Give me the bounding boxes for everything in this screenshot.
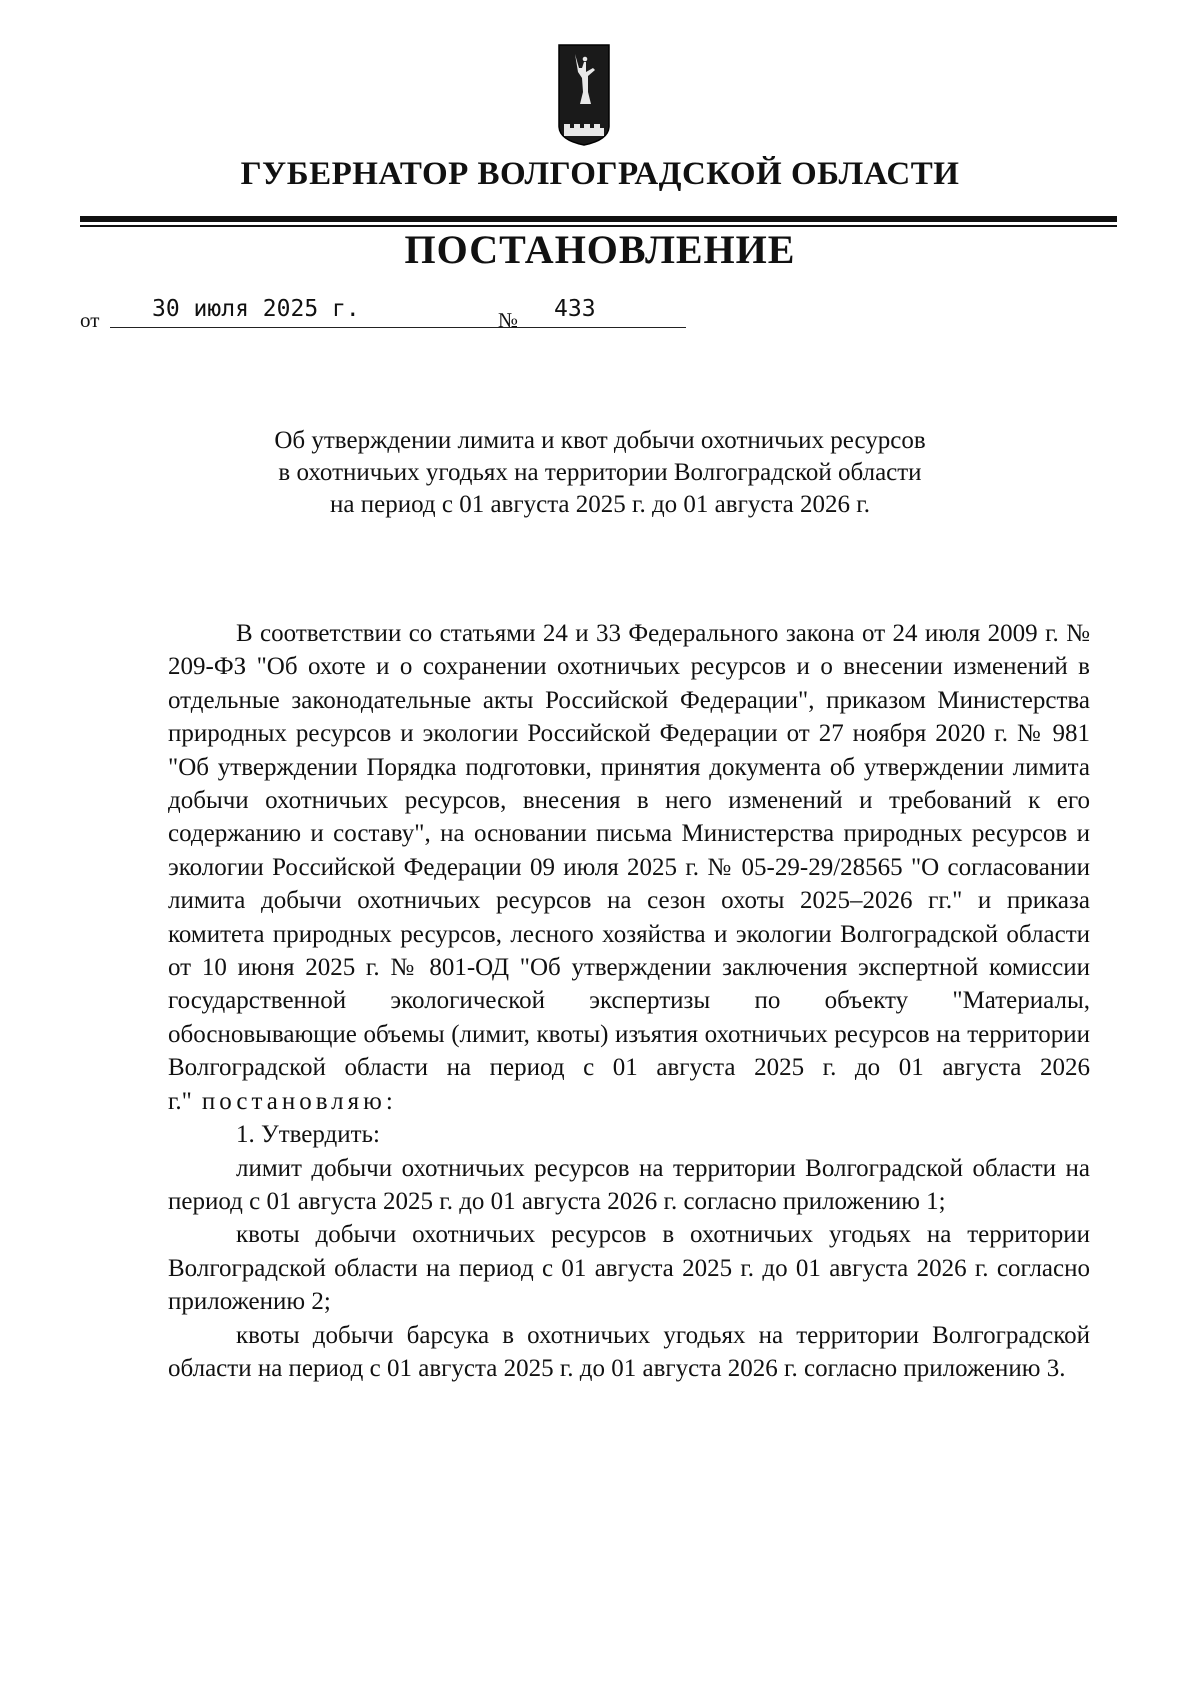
volgograd-coat-of-arms-icon (558, 44, 610, 146)
item-1b: квоты добычи охотничьих ресурсов в охотничьих угодьях на территории Волгоградской области на период с 01 августа 2025 г. до 01 августа 2026 г. согласно приложению 2; (168, 1221, 1090, 1316)
document-date: 30 июля 2025 г. (110, 296, 566, 328)
item-1: 1. Утвердить: (236, 1121, 380, 1149)
preamble-paragraph (168, 617, 1090, 1118)
subject-line: на период с 01 августа 2025 г. до 01 августа 2026 г. (330, 491, 870, 518)
subject-line: в охотничьих угодьях на территории Волгоградской области (278, 459, 922, 486)
document-number: 433 (526, 296, 686, 328)
document-meta (80, 296, 780, 336)
header-rule-thick (80, 216, 1117, 222)
item-1c: квоты добычи барсука в охотничьих угодьях на территории Волгоградской области на период с 01 августа 2025 г. до 01 августа 2026 г. согласно приложению 3. (168, 1321, 1090, 1382)
document-subject (150, 425, 1050, 521)
document-type: ПОСТАНОВЛЕНИЕ (404, 227, 796, 272)
number-label: № (498, 308, 519, 332)
subject-line: Об утверждении лимита и квот добычи охотничьих ресурсов (274, 427, 926, 454)
date-label: от (80, 308, 100, 332)
resolves-word: постановляю: (201, 1087, 397, 1115)
document-body (168, 617, 1090, 1385)
item-1a: лимит добычи охотничьих ресурсов на территории Волгоградской области на период с 01 августа 2025 г. до 01 августа 2026 г. согласно приложению 1; (168, 1154, 1090, 1215)
issuer-title: ГУБЕРНАТОР ВОЛГОГРАДСКОЙ ОБЛАСТИ (240, 156, 960, 192)
preamble-text: В соответствии со статьями 24 и 33 Федерального закона от 24 июля 2009 г. № 209-ФЗ "Об охоте и о сохранении охотничьих ресурсов и о внесении изменений в отдельные законодательные акты Российской Федерации", приказом Министерства природных ресурсов и экологии Российской Федерации от 27 ноября 2020 г. № 981 "Об утверждении Порядка подготовки, принятия документа об утверждении лимита добычи охотничьих ресурсов, внесения в него изменений и требований к его содержанию и составу", на основании письма Министерства природных ресурсов и экологии Российской Федерации 09 июля 2025 г. № 05-29-29/28565 "О согласовании лимита добычи охотничьих ресурсов на сезон охоты 2025–2026 гг." и приказа комитета природных ресурсов, лесного хозяйства и экологии Волгоградской области от 10 июня 2025 г. № 801-ОД "Об утверждении заключения экспертной комиссии государственной экологической экспертизы по объекту "Материалы, обосновывающие объемы (лимит, квоты) изъятия охотничьих ресурсов на территории Волгоградской области на период с 01 августа 2025 г. до 01 августа 2026 г." (168, 620, 1090, 1115)
